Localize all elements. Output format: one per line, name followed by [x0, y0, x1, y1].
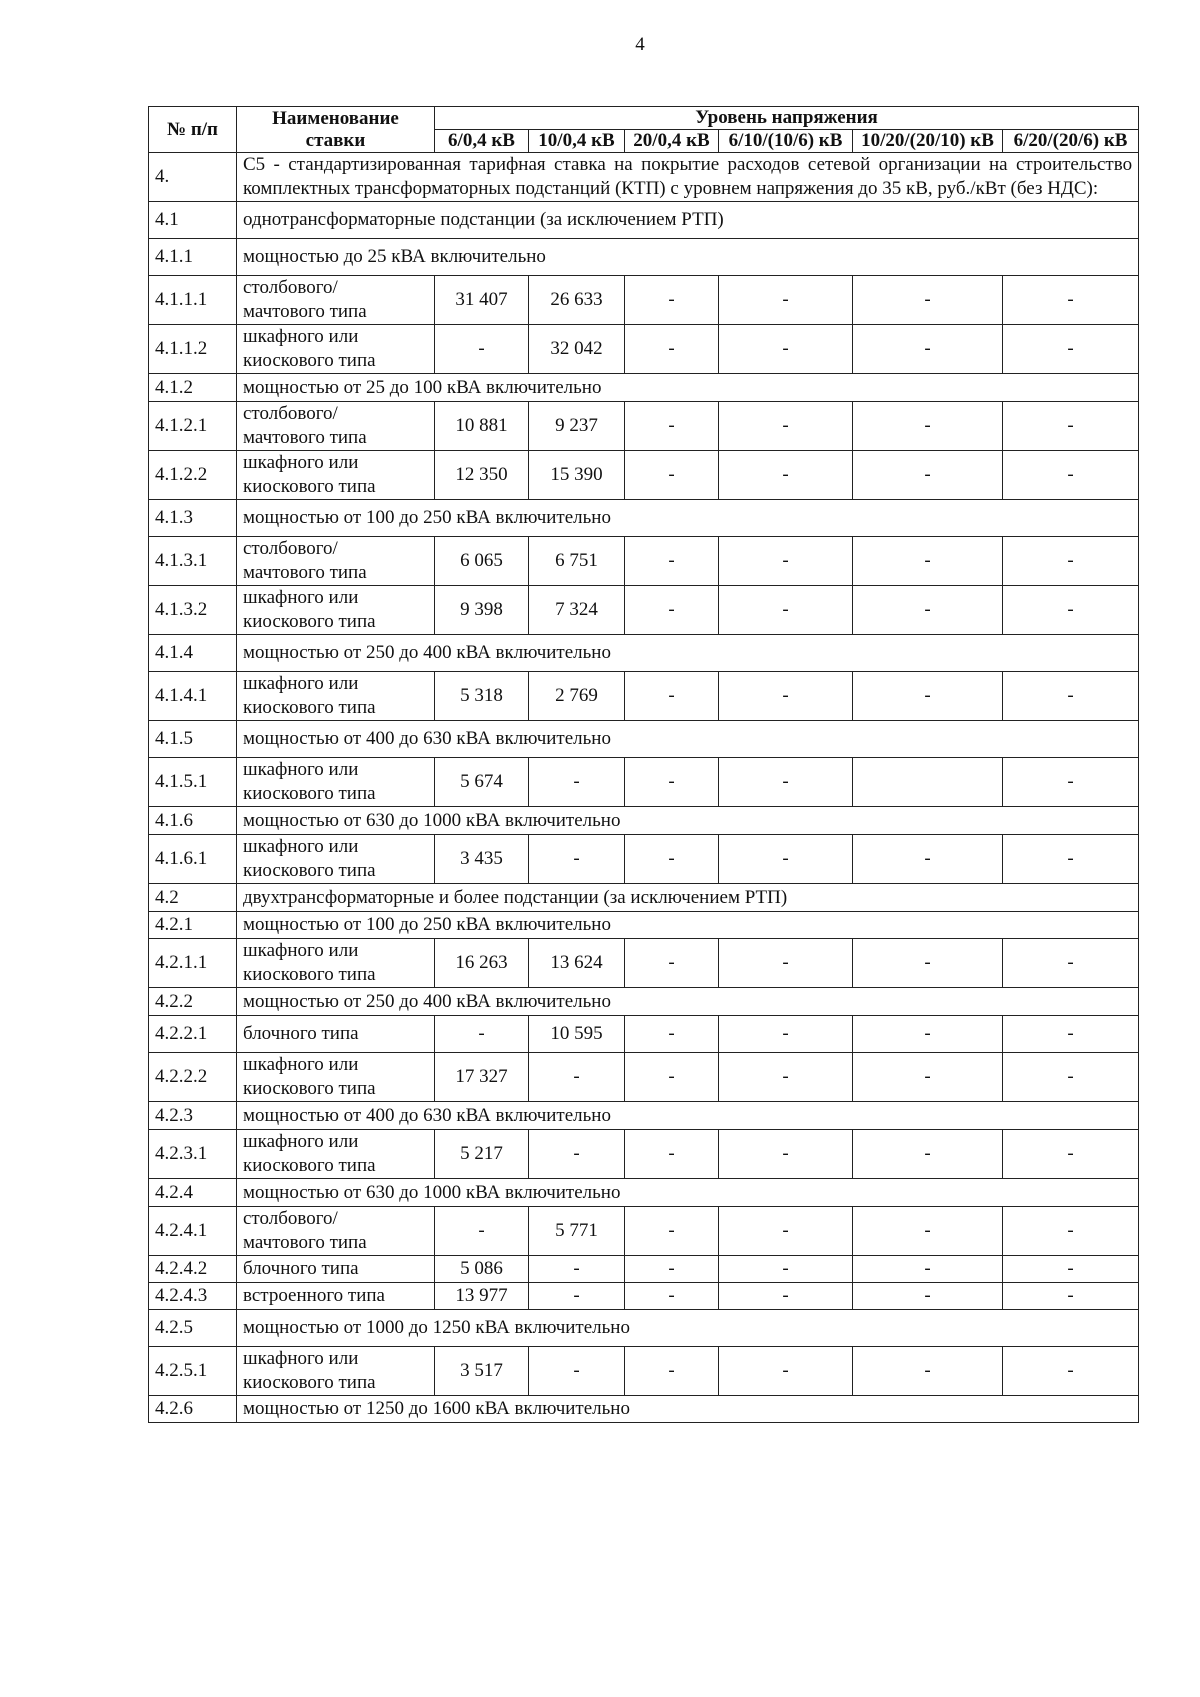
rate-value: 3 517: [435, 1347, 529, 1396]
table-row: [149, 451, 1139, 500]
rate-value: -: [625, 1283, 719, 1310]
section-row: [149, 1310, 1139, 1347]
table-row: [149, 1256, 1139, 1283]
rate-name: [237, 1130, 435, 1179]
rate-name-line: шкафного или: [243, 759, 359, 780]
rate-value: 17 327: [435, 1053, 529, 1102]
rate-value: -: [719, 1283, 853, 1310]
row-number: 4.1.1.1: [149, 276, 237, 325]
section-title: однотрансформаторные подстанции (за исключением РТП): [237, 202, 1139, 239]
rate-value: -: [853, 1207, 1003, 1256]
rate-value: -: [625, 835, 719, 884]
rate-name: [237, 451, 435, 500]
rate-value: -: [853, 939, 1003, 988]
table-row: [149, 325, 1139, 374]
row-number: 4.1.5: [149, 721, 237, 758]
table-row: [149, 276, 1139, 325]
rate-value: -: [625, 758, 719, 807]
section-title: мощностью от 400 до 630 кВА включительно: [237, 1102, 1139, 1130]
rate-value: -: [625, 672, 719, 721]
header-level: 6/10/(10/6) кВ: [719, 130, 853, 153]
table-row: [149, 1207, 1139, 1256]
rate-name: [237, 1347, 435, 1396]
rate-value: -: [1003, 402, 1139, 451]
section-row: [149, 202, 1139, 239]
rate-value: -: [853, 1016, 1003, 1053]
rate-value: -: [719, 1053, 853, 1102]
table-row: [149, 758, 1139, 807]
rate-value: 5 318: [435, 672, 529, 721]
row-number: 4.2.4.2: [149, 1256, 237, 1283]
rate-name-line: мачтового типа: [243, 427, 367, 448]
rate-value: -: [625, 1256, 719, 1283]
rate-value: -: [719, 1130, 853, 1179]
rate-value: -: [625, 1130, 719, 1179]
rate-value: -: [853, 1283, 1003, 1310]
row-number: 4.2.1.1: [149, 939, 237, 988]
rate-name: [237, 1256, 435, 1283]
rate-value: -: [719, 1347, 853, 1396]
table-body: [149, 153, 1139, 1423]
rate-value: -: [853, 537, 1003, 586]
rate-name-line: блочного типа: [243, 1258, 359, 1279]
rate-name-line: шкафного или: [243, 1348, 359, 1369]
table-row: [149, 402, 1139, 451]
header-level: 6/0,4 кВ: [435, 130, 529, 153]
section-title: мощностью от 1250 до 1600 кВА включительно: [237, 1396, 1139, 1423]
header-voltage-group: Уровень напряжения: [435, 107, 1139, 130]
rate-value: 5 771: [529, 1207, 625, 1256]
rate-value: -: [719, 586, 853, 635]
rate-value: 32 042: [529, 325, 625, 374]
row-number: 4.1.6.1: [149, 835, 237, 884]
rate-name-line: мачтового типа: [243, 562, 367, 583]
rate-value: 6 751: [529, 537, 625, 586]
row-number: 4.1.3: [149, 500, 237, 537]
rate-value: -: [435, 1207, 529, 1256]
rate-value: -: [719, 1016, 853, 1053]
rate-value: -: [1003, 1207, 1139, 1256]
row-number: 4.2.3.1: [149, 1130, 237, 1179]
row-number: 4.1.2: [149, 374, 237, 402]
section-title: мощностью от 1000 до 1250 кВА включительно: [237, 1310, 1139, 1347]
rate-value: -: [853, 276, 1003, 325]
row-number: 4.1.5.1: [149, 758, 237, 807]
section-title: мощностью от 250 до 400 кВА включительно: [237, 635, 1139, 672]
row-number: 4.2.2.2: [149, 1053, 237, 1102]
row-number: 4.1.6: [149, 807, 237, 835]
rate-value: -: [1003, 939, 1139, 988]
rate-name: [237, 1283, 435, 1310]
rate-value: 26 633: [529, 276, 625, 325]
rate-value: -: [625, 402, 719, 451]
rate-name-line: шкафного или: [243, 940, 359, 961]
rate-value: -: [625, 1016, 719, 1053]
rate-value: -: [1003, 325, 1139, 374]
rate-name-line: киоскового типа: [243, 1078, 376, 1099]
row-number: 4.1.1.2: [149, 325, 237, 374]
table-row: [149, 586, 1139, 635]
rate-value: -: [719, 672, 853, 721]
header-level: 20/0,4 кВ: [625, 130, 719, 153]
rate-value: -: [435, 1016, 529, 1053]
rate-name-line: шкафного или: [243, 673, 359, 694]
table-row: [149, 1283, 1139, 1310]
rate-name-line: шкафного или: [243, 326, 359, 347]
row-number: 4.1.2.2: [149, 451, 237, 500]
rate-value: -: [625, 1053, 719, 1102]
rate-name-line: шкафного или: [243, 1131, 359, 1152]
rate-value: -: [853, 1256, 1003, 1283]
rate-name-line: шкафного или: [243, 1054, 359, 1075]
rate-value: -: [1003, 1256, 1139, 1283]
rate-value: -: [435, 325, 529, 374]
page-number: 4: [635, 34, 645, 55]
section-title: мощностью от 250 до 400 кВА включительно: [237, 988, 1139, 1016]
rate-name-line: столбового/: [243, 403, 338, 424]
rate-name-line: киоскового типа: [243, 1372, 376, 1393]
rate-value: -: [1003, 1130, 1139, 1179]
rate-value: -: [1003, 1347, 1139, 1396]
rate-value: -: [625, 537, 719, 586]
rate-value: -: [1003, 586, 1139, 635]
rate-value: 13 624: [529, 939, 625, 988]
rate-name-line: шкафного или: [243, 836, 359, 857]
section-row: [149, 239, 1139, 276]
rate-name-line: блочного типа: [243, 1023, 359, 1044]
rate-name-line: киоскового типа: [243, 611, 376, 632]
intro-row: [149, 153, 1139, 202]
rate-name-line: шкафного или: [243, 452, 359, 473]
tariff-table: [148, 106, 1139, 1423]
rate-name: [237, 276, 435, 325]
rate-value: -: [719, 451, 853, 500]
rate-value: -: [625, 939, 719, 988]
rate-value: -: [719, 835, 853, 884]
section-title: мощностью от 25 до 100 кВА включительно: [237, 374, 1139, 402]
rate-value: -: [529, 1053, 625, 1102]
table-row: [149, 939, 1139, 988]
row-number: 4.1.4: [149, 635, 237, 672]
section-row: [149, 1179, 1139, 1207]
header-level: 6/20/(20/6) кВ: [1003, 130, 1139, 153]
section-row: [149, 884, 1139, 912]
table-row: [149, 672, 1139, 721]
row-number: 4.1.3.1: [149, 537, 237, 586]
rate-value: -: [719, 537, 853, 586]
rate-value: -: [529, 758, 625, 807]
rate-value: -: [719, 276, 853, 325]
rate-name-line: киоскового типа: [243, 783, 376, 804]
rate-value: -: [719, 1256, 853, 1283]
rate-name: [237, 537, 435, 586]
header-name: Наименование ставки: [237, 107, 435, 153]
rate-value: -: [853, 325, 1003, 374]
rate-name: [237, 586, 435, 635]
rate-value: 10 881: [435, 402, 529, 451]
header-level: 10/0,4 кВ: [529, 130, 625, 153]
rate-value: -: [719, 939, 853, 988]
table-row: [149, 1130, 1139, 1179]
rate-value: -: [625, 451, 719, 500]
rate-value: -: [625, 1347, 719, 1396]
section-row: [149, 721, 1139, 758]
rate-name: [237, 325, 435, 374]
rate-name-line: шкафного или: [243, 587, 359, 608]
rate-value: 5 086: [435, 1256, 529, 1283]
rate-value: 7 324: [529, 586, 625, 635]
rate-value: -: [853, 1347, 1003, 1396]
rate-value: -: [625, 1207, 719, 1256]
rate-name-line: киоскового типа: [243, 1155, 376, 1176]
row-number: 4.: [149, 153, 237, 202]
section-row: [149, 635, 1139, 672]
rate-value: -: [1003, 1283, 1139, 1310]
rate-value: 6 065: [435, 537, 529, 586]
table-row: [149, 835, 1139, 884]
row-number: 4.2.5.1: [149, 1347, 237, 1396]
rate-name-line: киоскового типа: [243, 860, 376, 881]
rate-value: -: [1003, 672, 1139, 721]
rate-value: -: [853, 1130, 1003, 1179]
rate-value: -: [529, 835, 625, 884]
row-number: 4.1.3.2: [149, 586, 237, 635]
section-title: мощностью от 630 до 1000 кВА включительно: [237, 807, 1139, 835]
rate-value: 5 217: [435, 1130, 529, 1179]
rate-value: -: [853, 672, 1003, 721]
rate-value: -: [625, 325, 719, 374]
rate-value: -: [1003, 1053, 1139, 1102]
rate-name-line: киоскового типа: [243, 697, 376, 718]
rate-value: -: [1003, 451, 1139, 500]
rate-value: -: [719, 402, 853, 451]
rate-value: -: [853, 402, 1003, 451]
rate-value: -: [719, 325, 853, 374]
rate-name: [237, 402, 435, 451]
rate-value: -: [719, 758, 853, 807]
row-number: 4.2.3: [149, 1102, 237, 1130]
row-number: 4.2.1: [149, 912, 237, 939]
table-row: [149, 1347, 1139, 1396]
row-number: 4.2.4.1: [149, 1207, 237, 1256]
section-title: мощностью от 100 до 250 кВА включительно: [237, 912, 1139, 939]
rate-value: 31 407: [435, 276, 529, 325]
rate-value: -: [853, 586, 1003, 635]
row-number: 4.2.4.3: [149, 1283, 237, 1310]
section-row: [149, 807, 1139, 835]
rate-value: 10 595: [529, 1016, 625, 1053]
rate-name-line: киоскового типа: [243, 350, 376, 371]
rate-value: -: [529, 1283, 625, 1310]
rate-value: -: [1003, 276, 1139, 325]
section-row: [149, 374, 1139, 402]
rate-name: [237, 1207, 435, 1256]
rate-value: -: [853, 1053, 1003, 1102]
section-row: [149, 500, 1139, 537]
section-row: [149, 1396, 1139, 1423]
row-number: 4.1.2.1: [149, 402, 237, 451]
rate-value: -: [529, 1347, 625, 1396]
rate-value: -: [1003, 758, 1139, 807]
section-row: [149, 912, 1139, 939]
rate-value: 16 263: [435, 939, 529, 988]
rate-value: -: [853, 451, 1003, 500]
row-number: 4.2: [149, 884, 237, 912]
rate-value: 3 435: [435, 835, 529, 884]
rate-name: [237, 758, 435, 807]
section-title: мощностью до 25 кВА включительно: [237, 239, 1139, 276]
rate-name-line: мачтового типа: [243, 301, 367, 322]
row-number: 4.1.4.1: [149, 672, 237, 721]
row-number: 4.1.1: [149, 239, 237, 276]
section-title: мощностью от 400 до 630 кВА включительно: [237, 721, 1139, 758]
section-row: [149, 988, 1139, 1016]
rate-name-line: столбового/: [243, 538, 338, 559]
rate-value: -: [1003, 1016, 1139, 1053]
rate-value: -: [853, 835, 1003, 884]
rate-name-line: мачтового типа: [243, 1232, 367, 1253]
table-row: [149, 1053, 1139, 1102]
rate-name-line: столбового/: [243, 277, 338, 298]
rate-value: -: [529, 1256, 625, 1283]
header-num: № п/п: [149, 107, 237, 153]
rate-value: 9 237: [529, 402, 625, 451]
rate-value: 13 977: [435, 1283, 529, 1310]
rate-name: [237, 672, 435, 721]
table-row: [149, 1016, 1139, 1053]
rate-name-line: киоскового типа: [243, 964, 376, 985]
rate-name-line: киоскового типа: [243, 476, 376, 497]
table-row: [149, 537, 1139, 586]
rate-value: 2 769: [529, 672, 625, 721]
row-number: 4.2.2: [149, 988, 237, 1016]
header-level: 10/20/(20/10) кВ: [853, 130, 1003, 153]
section-title: двухтрансформаторные и более подстанции (за исключением РТП): [237, 884, 1139, 912]
table-header: [149, 107, 1139, 153]
rate-value: -: [625, 586, 719, 635]
rate-value: -: [625, 276, 719, 325]
rate-value: -: [719, 1207, 853, 1256]
rate-value: [853, 758, 1003, 807]
row-number: 4.2.6: [149, 1396, 237, 1423]
rate-value: -: [529, 1130, 625, 1179]
rate-value: 9 398: [435, 586, 529, 635]
section-title: мощностью от 100 до 250 кВА включительно: [237, 500, 1139, 537]
row-number: 4.2.4: [149, 1179, 237, 1207]
rate-value: -: [1003, 537, 1139, 586]
rate-name: [237, 1016, 435, 1053]
section-title: мощностью от 630 до 1000 кВА включительно: [237, 1179, 1139, 1207]
rate-name: [237, 835, 435, 884]
rate-name-line: столбового/: [243, 1208, 338, 1229]
row-number: 4.2.2.1: [149, 1016, 237, 1053]
rate-name: [237, 939, 435, 988]
row-number: 4.2.5: [149, 1310, 237, 1347]
intro-text: С5 - стандартизированная тарифная ставка на покрытие расходов сетевой организации на строительство комплектных трансформаторных подстанций (КТП) с уровнем напряжения до 35 кВ, руб./кВт (без НДС):: [237, 153, 1139, 202]
rate-value: 15 390: [529, 451, 625, 500]
rate-value: 5 674: [435, 758, 529, 807]
rate-name-line: встроенного типа: [243, 1285, 385, 1306]
rate-value: -: [1003, 835, 1139, 884]
rate-name: [237, 1053, 435, 1102]
row-number: 4.1: [149, 202, 237, 239]
rate-value: 12 350: [435, 451, 529, 500]
section-row: [149, 1102, 1139, 1130]
